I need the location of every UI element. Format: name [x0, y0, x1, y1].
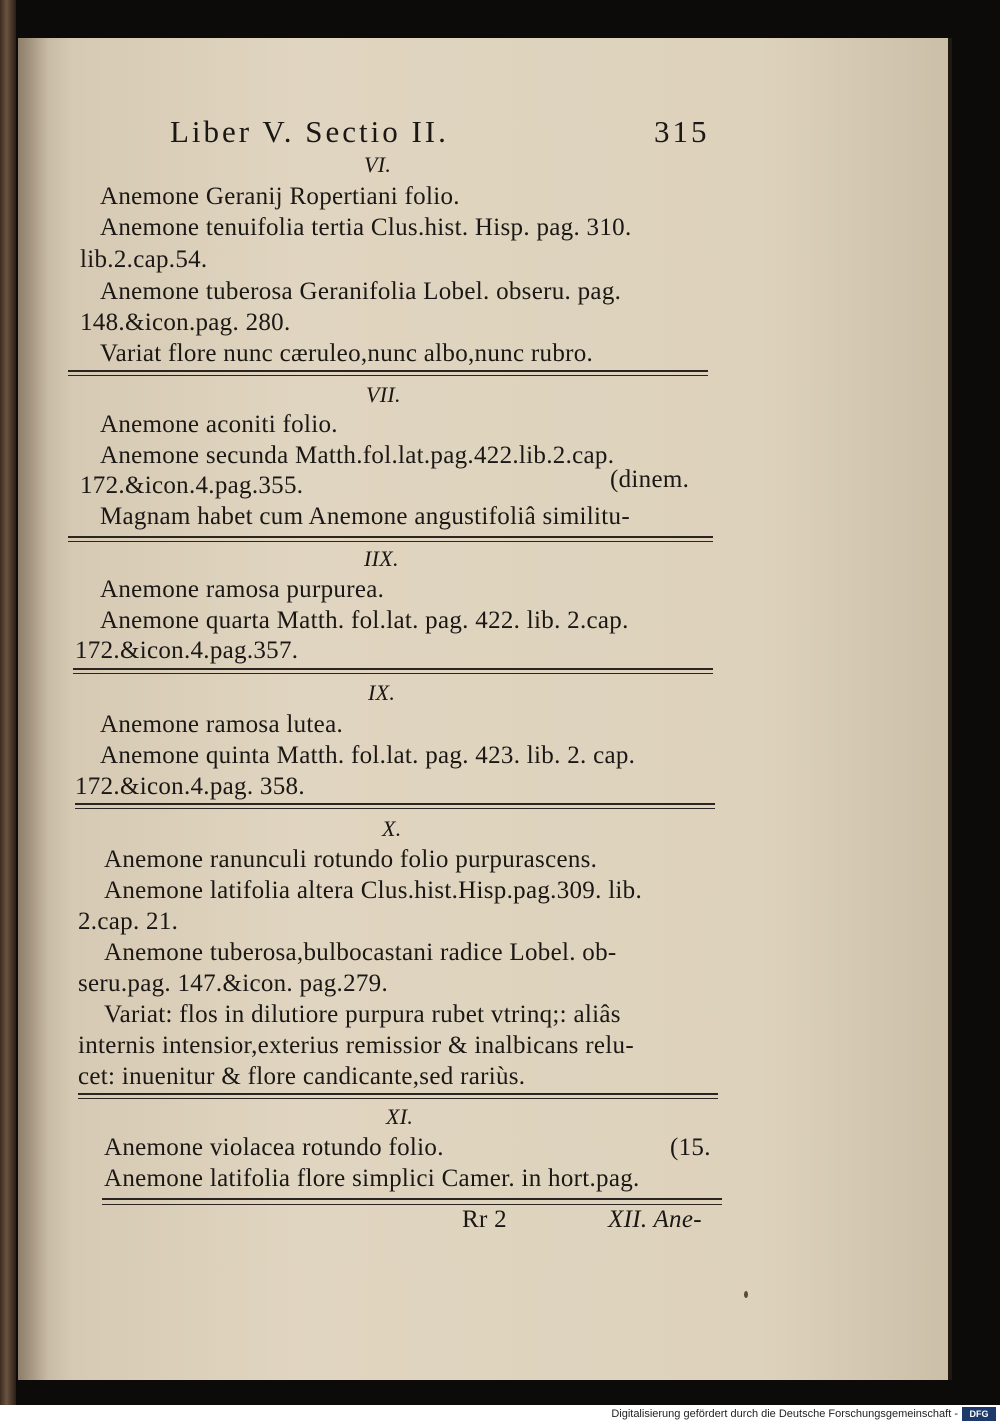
catchword: XII. Ane- [608, 1206, 702, 1233]
section-numeral: X. [382, 816, 402, 841]
text-line: Anemone tenuifolia tertia Clus.hist. Hisp. pag. 310. [100, 214, 632, 241]
text-line: Anemone quarta Matth. fol.lat. pag. 422. lib. 2.cap. [100, 607, 629, 634]
text-line: seru.pag. 147.&icon. pag.279. [78, 970, 389, 997]
text-line: Anemone latifolia altera Clus.hist.Hisp.pag.309. lib. [104, 877, 643, 904]
text-line: Anemone aconiti folio. [100, 411, 338, 438]
dfg-logo: DFG [962, 1407, 996, 1421]
running-title: Liber V. Sectio II. [170, 114, 449, 149]
section-rule [68, 541, 713, 542]
section-numeral: VII. [366, 382, 401, 407]
text-line: Anemone ramosa lutea. [100, 711, 344, 738]
text-line: Magnam habet cum Anemone angustifoliâ similitu- [100, 503, 630, 530]
text-line: Anemone tuberosa,bulbocastani radice Lobel. ob- [104, 939, 617, 966]
text-line: 172.&icon.4.pag. 358. [75, 773, 305, 800]
marginal-continuation: (15. [670, 1134, 711, 1161]
section-rule [78, 1098, 718, 1099]
text-line: 172.&icon.4.pag.355. [80, 472, 304, 499]
text-line: Anemone secunda Matth.fol.lat.pag.422.lib.2.cap. [100, 442, 615, 469]
section-numeral: VI. [364, 152, 392, 177]
section-rule [68, 370, 708, 372]
text-line: 172.&icon.4.pag.357. [75, 637, 299, 664]
page-number: 315 [654, 114, 710, 149]
digitization-banner-text: Digitalisierung gefördert durch die Deutsche Forschungsgemeinschaft - [611, 1408, 958, 1420]
text-line: Anemone Geranij Ropertiani folio. [100, 183, 460, 210]
text-line: 2.cap. 21. [78, 908, 179, 935]
section-rule [102, 1204, 722, 1205]
section-numeral: IX. [368, 680, 396, 705]
marginal-continuation: (dinem. [610, 466, 690, 493]
text-line: Anemone tuberosa Geranifolia Lobel. obseru. pag. [100, 278, 622, 305]
text-line: 148.&icon.pag. 280. [80, 309, 291, 336]
text-line: cet: inuenitur & flore candicante,sed rariùs. [78, 1063, 526, 1090]
text-line: Anemone quinta Matth. fol.lat. pag. 423. lib. 2. cap. [100, 742, 636, 769]
section-numeral: XI. [386, 1104, 414, 1129]
section-rule [75, 803, 715, 805]
section-rule [73, 673, 713, 674]
text-line: internis intensior,exterius remissior & inalbicans relu- [78, 1032, 634, 1059]
book-spine [0, 0, 16, 1405]
book-page [18, 38, 952, 1380]
page-gutter-shadow [18, 38, 48, 1380]
text-line: Anemone ramosa purpurea. [100, 576, 385, 603]
section-rule [68, 375, 708, 376]
section-rule [75, 808, 715, 809]
section-rule [68, 536, 713, 538]
section-rule [102, 1198, 722, 1200]
text-line: lib.2.cap.54. [80, 246, 208, 273]
text-line: Variat: flos in dilutiore purpura rubet vtrinq;: aliâs [104, 1001, 621, 1028]
text-line: Anemone latifolia flore simplici Camer. in hort.pag. [104, 1165, 640, 1192]
ink-speck [744, 1291, 748, 1298]
text-line: Variat flore nunc cæruleo,nunc albo,nunc rubro. [100, 340, 594, 367]
section-rule [78, 1093, 718, 1095]
text-line: Anemone violacea rotundo folio. [104, 1134, 444, 1161]
signature-mark: Rr 2 [462, 1206, 507, 1233]
section-rule [73, 668, 713, 670]
section-numeral: IIX. [364, 546, 399, 571]
text-line: Anemone ranunculi rotundo folio purpurascens. [104, 846, 598, 873]
